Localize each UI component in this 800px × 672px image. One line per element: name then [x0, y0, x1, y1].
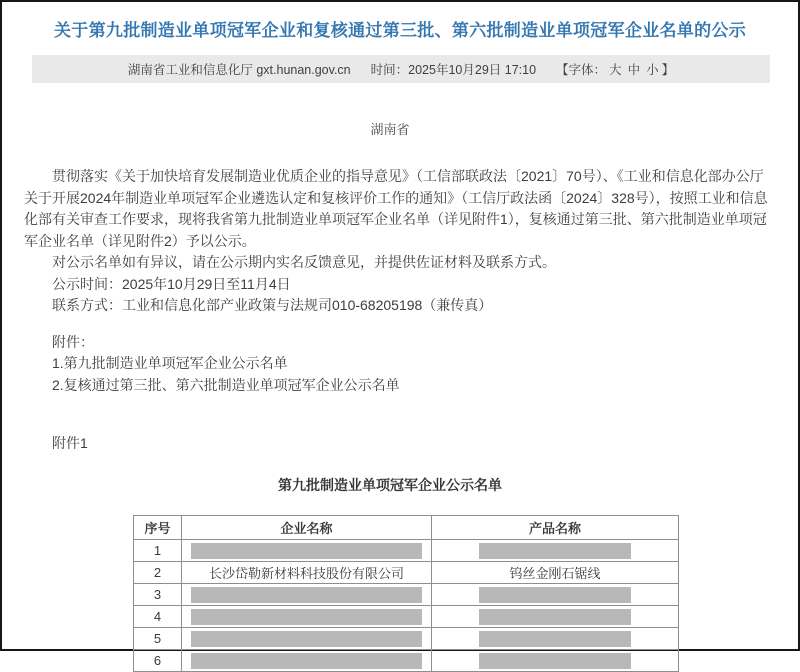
- redacted-product-name: [479, 631, 632, 647]
- row-company-name: [182, 540, 432, 562]
- table-row: [134, 606, 679, 628]
- time-label: 时间：: [370, 63, 409, 77]
- row-serial-number: 6: [134, 650, 182, 672]
- publish-time: [371, 60, 536, 78]
- source-text: 湖南省工业和信息化厅 gxt.hunan.gov.cn: [127, 63, 351, 77]
- champion-enterprises-table: [133, 515, 679, 672]
- row-serial-number: 2: [134, 562, 182, 584]
- redacted-company-name: [191, 631, 423, 647]
- meta-bar: [32, 55, 770, 83]
- row-product-name: 钨丝金刚石锯线: [432, 562, 679, 584]
- table-row: [134, 540, 679, 562]
- body-paragraph: 对公示名单如有异议，请在公示期内实名反馈意见，并提供佐证材料及联系方式。: [52, 254, 556, 270]
- time-value: 2025年10月29日 17:10: [408, 63, 537, 77]
- redacted-product-name: [479, 543, 632, 559]
- redacted-product-name: [479, 587, 632, 603]
- annex1-label: 附件1: [52, 435, 88, 451]
- header-serial-number: 序号: [134, 516, 182, 540]
- attachment-item-2: 2.复核通过第三批、第六批制造业单项冠军企业公示名单: [52, 376, 400, 393]
- row-company-name: [182, 584, 432, 606]
- row-company-name: [182, 606, 432, 628]
- row-product-name: [432, 584, 679, 606]
- province-label: 湖南省: [370, 122, 410, 137]
- row-company-name: [182, 628, 432, 650]
- table-row: [134, 650, 679, 672]
- table-header-row: [134, 516, 679, 540]
- redacted-company-name: [191, 587, 423, 603]
- row-serial-number: 5: [134, 628, 182, 650]
- row-company-name: [182, 650, 432, 672]
- publicity-period-line: 公示时间：2025年10月29日至11月4日: [52, 275, 291, 292]
- table-row: [134, 562, 679, 584]
- attachments-list: [2, 332, 798, 397]
- header-product-name: 产品名称: [432, 516, 679, 540]
- row-product-name: [432, 628, 679, 650]
- font-size-small[interactable]: 小: [646, 63, 659, 77]
- contact-line: 联系方式：工业和信息化部产业政策与法规司010-68205198（兼传真）: [52, 297, 493, 313]
- attachment-item-1: 1.第九批制造业单项冠军企业公示名单: [52, 355, 288, 371]
- redacted-company-name: [191, 653, 423, 669]
- row-product-name: [432, 650, 679, 672]
- table-row: [134, 628, 679, 650]
- font-switcher-suffix: 】: [661, 63, 675, 77]
- row-serial-number: 3: [134, 584, 182, 606]
- font-size-medium[interactable]: 中: [627, 63, 641, 77]
- notice-body: [2, 166, 798, 317]
- font-size-switcher: [556, 60, 674, 78]
- row-company-name: 长沙岱勒新材料科技股份有限公司: [182, 562, 432, 584]
- redacted-company-name: [191, 543, 423, 559]
- redacted-product-name: [479, 653, 632, 669]
- row-serial-number: 1: [134, 540, 182, 562]
- body-paragraph: 贯彻落实《关于加快培育发展制造业优质企业的指导意见》（工信部联政法〔2021〕70号）、《工业和信息化部办公厅关于开展2024年制造业单项冠军企业遴选认定和复核评价工作的通知》（工信厅政法函〔2024〕328号），按照工业和信息化部有关审查工作要求，现将我省第九批制造业单项冠军企业名单（详见附件1），复核通过第三批、第六批制造业单项冠军企业名单（详见附件2）予以公示。: [24, 168, 768, 249]
- attachments-label: 附件：: [52, 333, 94, 350]
- header-company-name: 企业名称: [182, 516, 432, 540]
- font-switcher-prefix: 【字体：: [556, 63, 607, 77]
- row-product-name: [432, 606, 679, 628]
- font-size-large[interactable]: 大: [609, 63, 622, 77]
- row-product-name: [432, 540, 679, 562]
- page-title: 关于第九批制造业单项冠军企业和复核通过第三批、第六批制造业单项冠军企业名单的公示: [54, 21, 746, 40]
- table-title: 第九批制造业单项冠军企业公示名单: [278, 477, 502, 493]
- table-body: [134, 540, 679, 672]
- row-serial-number: 4: [134, 606, 182, 628]
- redacted-company-name: [191, 609, 423, 625]
- table-row: [134, 584, 679, 606]
- redacted-product-name: [479, 609, 632, 625]
